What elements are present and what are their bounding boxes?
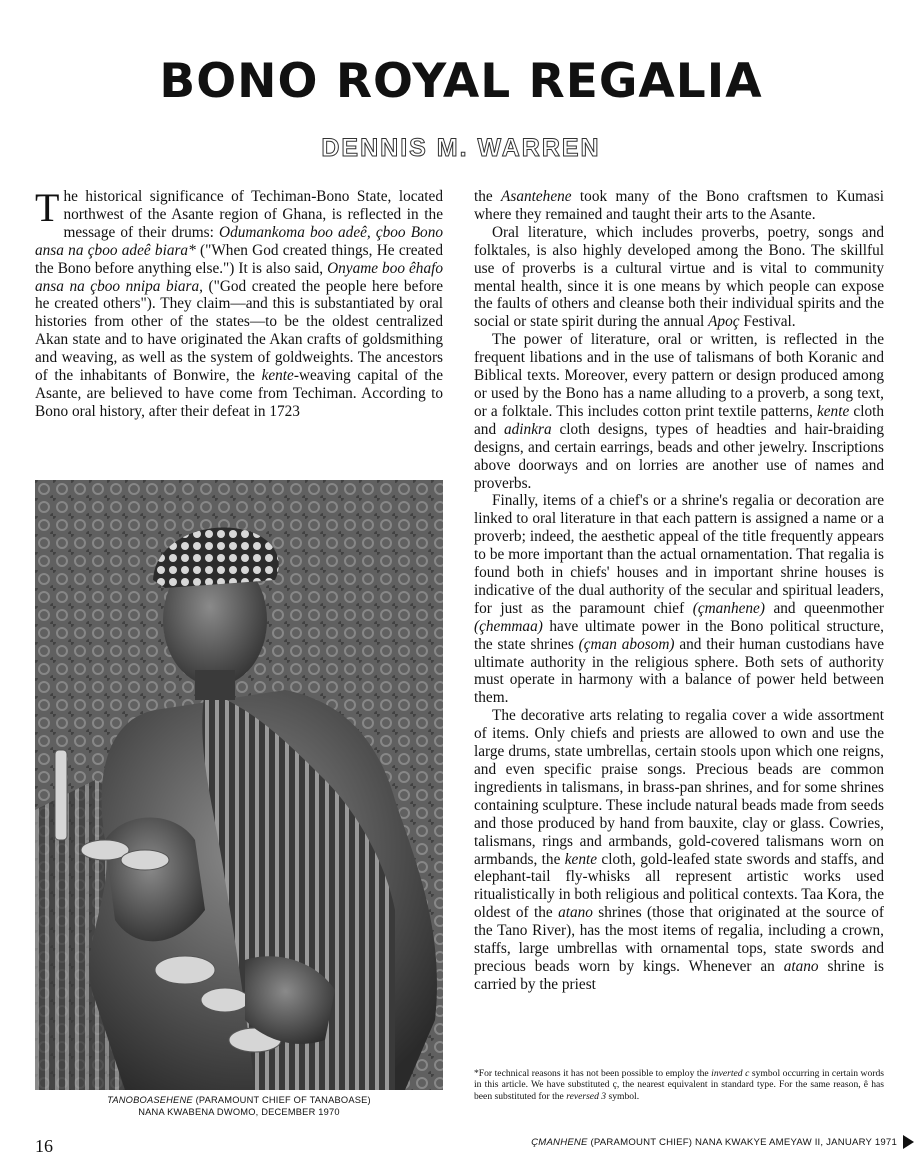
- italic-run: Odumankoma boo adeê, çboo Bono ansa na çboo adeê biara*: [35, 223, 443, 259]
- paragraph: [474, 331, 884, 492]
- italic-run: Onyame boo êhafo ansa na çboo nnipa biara,: [35, 259, 443, 295]
- text-run: ("God created the people here before he created others"). They claim—and this is substantiated by oral histories from other of the states—to be the oldest centralized Akan state and to have originated the Akan crafts of goldsmithing and weaving, as well as the system of goldweights. The ancestors of the inhabitants of Bonwire, the: [35, 277, 443, 385]
- text-run: have ultimate power in the Bono political structure, the state shrines: [474, 617, 884, 653]
- continued-caption: [531, 1135, 914, 1149]
- italic-run: atano: [558, 904, 593, 922]
- text-run: took many of the Bono craftsmen to Kumasi where they remained and taught their arts to the Asante.: [474, 188, 884, 223]
- italic-run: kente: [564, 850, 598, 868]
- text-run: The power of literature, oral or written, is reflected in the frequent libations and in the use of talismans of both Koranic and Biblical texts. Moreover, every pattern or design produced among or used by the Bono has a name alluding to a proverb, a song text, or a folktale. This includes cotton print textile patterns,: [474, 331, 884, 420]
- text-run: shrines (those that originated at the source of the Tano River), has the most items of regalia, including a crown, staffs, large umbrellas with ornamental tops, state swords and precious beads worn by kings. Whenever an: [474, 904, 884, 975]
- continue-arrow-icon: [903, 1135, 914, 1149]
- italic-run: Apoç: [708, 313, 740, 331]
- photo-illustration: [35, 480, 443, 1090]
- italic-run: Asantehene: [501, 188, 572, 205]
- paragraph: [474, 492, 884, 707]
- text-run: Oral literature, which includes proverbs, poetry, songs and folktales, is also highly developed among the Bono. The skillful use of proverbs is a cultural virtue and is vital to community mental health, since it is one means by which people can expose the faults of others and cleanse both their individual spirits and the social or state spirit during the annual: [474, 223, 884, 331]
- paragraph: [35, 185, 443, 421]
- text-run: he historical significance of Techiman-Bono State, located northwest of the Asante region of Ghana, is reflected in the message of their drums:: [63, 188, 443, 241]
- text-run: -weaving capital of the Asante, are believed to have come from Techiman. According to Bono oral history, after their defeat in 1723: [35, 367, 443, 420]
- text-run: *For technical reasons it has not been possible to employ the: [474, 1068, 712, 1079]
- text-run: Festival.: [739, 313, 796, 331]
- text-run: (PARAMOUNT CHIEF OF TANABOASE): [192, 1095, 371, 1105]
- footnote: [474, 1068, 884, 1102]
- page-number: 16: [35, 1136, 53, 1156]
- italic-run: inverted c: [711, 1068, 750, 1079]
- paragraph: [474, 224, 884, 331]
- caption-line-2: NANA KWABENA DWOMO, DECEMBER 1970: [138, 1107, 340, 1117]
- text-run: shrine is carried by the priest: [474, 957, 884, 993]
- text-run: symbol.: [606, 1090, 640, 1102]
- text-run: Finally, items of a chief's or a shrine's regalia or decoration are linked to oral literature in that each pattern is assigned a name or a proverb; indeed, the aesthetic appeal of the title frequently appears to be more important than the actual ornamentation. That regalia is found both in chiefs' houses and in important shrine houses is indicative of the dual authority of the secular and spiritual leaders, for just as the paramount chief: [474, 492, 884, 617]
- drop-cap: T: [35, 185, 60, 230]
- text-run: symbol occurring in certain words in this article. We have substituted ç, the nearest equivalent in standard type. For the same reason, ê has been substituted for the: [474, 1068, 885, 1102]
- text-run: and queenmother: [764, 599, 884, 617]
- italic-run: kente: [816, 402, 850, 420]
- text-run: The decorative arts relating to regalia cover a wide assortment of items. Only chiefs and priests are allowed to own and use the large drums, state umbrellas, certain stools upon which one reigns, and even specific praise songs. Precious beads are common ingredients in talismans, in brass-pan shrines, and for some shrines containing sculpture. These include natural beads made from seeds and those produced by hand from bauxite, clay or glass. Cowries, talismans, rings and armbands, gold-covered talismans worn on armbands, the: [474, 707, 884, 868]
- italic-run: adinkra: [504, 420, 552, 438]
- italic-run: (çhemmaa): [474, 617, 543, 635]
- italic-run: (çman abosom): [578, 635, 675, 653]
- text-column-left: [35, 185, 443, 421]
- caption-line-1: [35, 1094, 443, 1106]
- italic-run: reversed 3: [566, 1090, 607, 1102]
- chief-portrait-photo: [35, 480, 443, 1090]
- footer-caption-text: [531, 1137, 897, 1148]
- text-run: cloth designs, types of headties and hair-braiding designs, and certain earrings, beads and other jewelry. Inscriptions above doorways and on lorries are another use of names and proverbs.: [474, 420, 884, 492]
- italic-run: atano: [783, 957, 819, 975]
- text-run: the: [474, 188, 502, 205]
- text-run: cloth and: [474, 402, 884, 438]
- paragraph: [474, 707, 884, 994]
- text-run: ("When God created things, He created the Bono before anything else.") It is also said,: [35, 241, 443, 277]
- text-column-right: [474, 188, 884, 994]
- article-title: BONO ROYAL REGALIA: [159, 54, 763, 109]
- italic-run: (çmanhene): [692, 599, 765, 617]
- paragraph: [474, 188, 884, 224]
- text-run: cloth, gold-leafed state swords and staffs, and elephant-tail fly-whisks all represent artistic works used ritualistically in both religious and political contexts. Taa Kora, the oldest of the: [474, 850, 884, 922]
- italic-run: TANOBOASEHENE: [107, 1095, 193, 1105]
- text-run: and their human custodians have ultimate authority in the religious sphere. Both sets of authority must operate in harmony with a balance of power held between them.: [474, 635, 885, 707]
- text-run: (PARAMOUNT CHIEF) NANA KWAKYE AMEYAW II, JANUARY 1971: [587, 1136, 897, 1148]
- italic-run: ÇMANHENE: [531, 1136, 588, 1148]
- italic-run: kente: [261, 367, 294, 385]
- photo-caption: [35, 1094, 443, 1118]
- author-name: DENNIS M. WARREN: [321, 134, 601, 162]
